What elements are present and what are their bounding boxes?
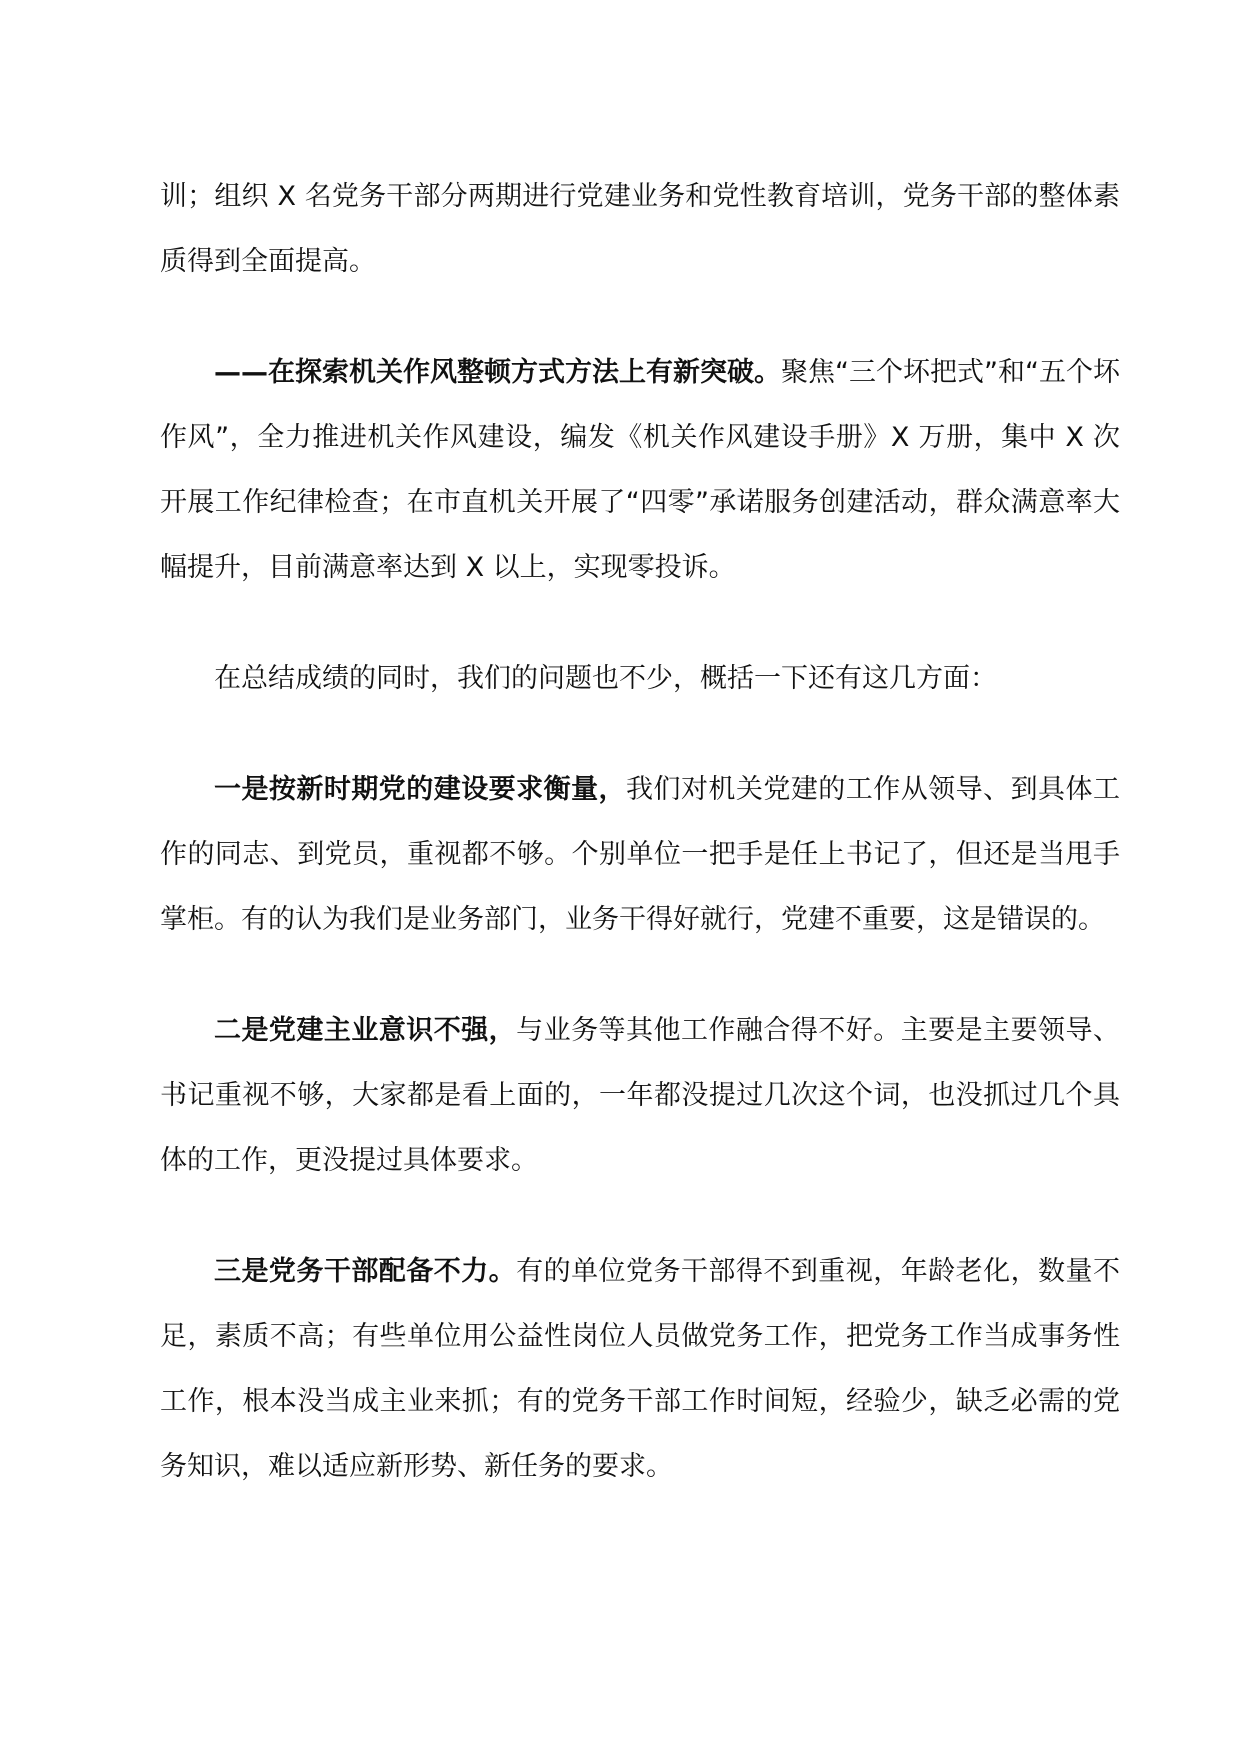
document-page [160, 164, 1120, 1545]
paragraph-lead-heading: 三是党务干部配备不力。 [214, 1256, 517, 1287]
paragraph-work-style-breakthrough [160, 340, 1120, 600]
paragraph-problem-one [160, 757, 1120, 952]
paragraph-text: 与业务等其他工作融合得不好。主要是主要领导、书记重视不够，大家都是看上面的，一年都没提过几次这个词，也没抓过几个具体的工作，更没提过具体要求。 [160, 1015, 1120, 1176]
paragraph-training-continued [160, 164, 1120, 294]
paragraph-text: 我们对机关党建的工作从领导、到具体工作的同志、到党员，重视都不够。个别单位一把手是任上书记了，但还是当甩手掌柜。有的认为我们是业务部门，业务干得好就行，党建不重要，这是错误的。 [160, 774, 1120, 935]
paragraph-text: 有的单位党务干部得不到重视，年龄老化，数量不足，素质不高；有些单位用公益性岗位人员做党务工作，把党务工作当成事务性工作，根本没当成主业来抓；有的党务干部工作时间短，经验少，缺乏必需的党务知识，难以适应新形势、新任务的要求。 [160, 1256, 1120, 1482]
paragraph-lead-heading: 二是党建主业意识不强， [214, 1015, 517, 1046]
paragraph-text: 在总结成绩的同时，我们的问题也不少，概括一下还有这几方面： [214, 663, 997, 694]
paragraph-problems-intro [160, 646, 1120, 711]
paragraph-text: 训；组织 X 名党务干部分两期进行党建业务和党性教育培训，党务干部的整体素质得到全面提高。 [160, 181, 1120, 277]
paragraph-problem-two [160, 998, 1120, 1193]
paragraph-lead-heading: 一是按新时期党的建设要求衡量， [214, 774, 627, 805]
paragraph-lead-heading: ——在探索机关作风整顿方式方法上有新突破。 [214, 357, 782, 388]
paragraph-problem-three [160, 1239, 1120, 1499]
paragraph-text: 聚焦“三个坏把式”和“五个坏作风”，全力推进机关作风建设，编发《机关作风建设手册》X 万册，集中 X 次开展工作纪律检查；在市直机关开展了“四零”承诺服务创建活动，群众满意率大幅提升，目前满意率达到 X 以上，实现零投诉。 [160, 357, 1121, 583]
